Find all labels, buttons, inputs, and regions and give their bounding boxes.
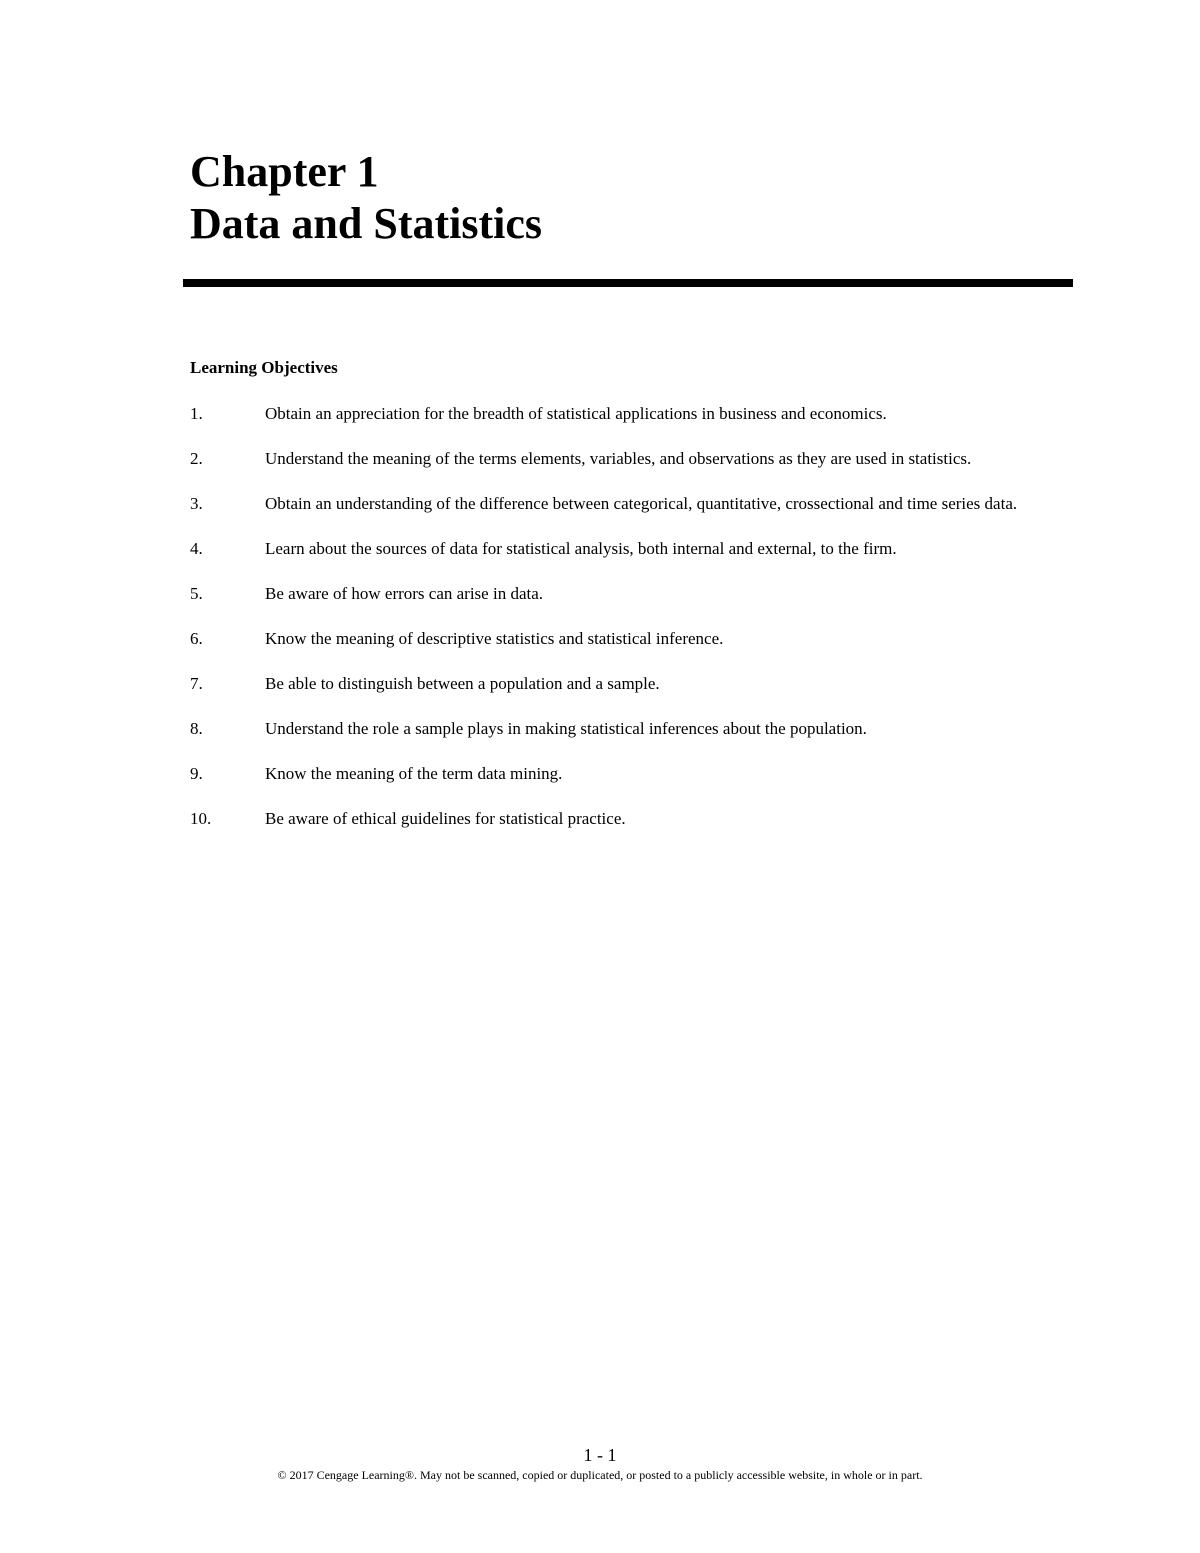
list-item <box>190 717 1060 740</box>
item-number: 9. <box>190 764 203 783</box>
item-number: 4. <box>190 539 203 558</box>
item-number: 8. <box>190 719 203 738</box>
list-item <box>190 807 1060 830</box>
chapter-heading <box>190 146 542 250</box>
item-number: 5. <box>190 584 203 603</box>
list-item <box>190 537 1060 560</box>
list-item <box>190 582 1060 605</box>
learning-objectives-heading: Learning Objectives <box>190 358 338 377</box>
list-item <box>190 627 1060 650</box>
list-item <box>190 447 1060 470</box>
item-number: 1. <box>190 404 203 423</box>
item-text: Be aware of how errors can arise in data. <box>265 584 544 603</box>
list-item <box>190 492 1060 515</box>
list-item <box>190 672 1060 695</box>
item-number: 6. <box>190 629 203 648</box>
item-text: Obtain an appreciation for the breadth of statistical applications in business and economics. <box>265 404 887 423</box>
page-number: 1 - 1 <box>583 1445 617 1465</box>
item-text: Be able to distinguish between a population and a sample. <box>265 674 660 693</box>
item-number: 2. <box>190 449 203 468</box>
item-text: Understand the role a sample plays in making statistical inferences about the population. <box>265 719 867 738</box>
list-item <box>190 762 1060 785</box>
item-number: 10. <box>190 809 212 828</box>
item-text: Know the meaning of the term data mining. <box>265 764 563 783</box>
item-number: 3. <box>190 494 203 513</box>
item-text: Be aware of ethical guidelines for statistical practice. <box>265 809 626 828</box>
item-text: Learn about the sources of data for statistical analysis, both internal and external, to the firm. <box>265 539 897 558</box>
item-text: Obtain an understanding of the difference between categorical, quantitative, crossectional and time series data. <box>265 494 1018 513</box>
chapter-label: Chapter 1 <box>190 147 379 196</box>
copyright-notice: © 2017 Cengage Learning®. May not be scanned, copied or duplicated, or posted to a publicly accessible website, in whole or in part. <box>277 1468 923 1482</box>
learning-objectives-list <box>190 402 1060 852</box>
item-number: 7. <box>190 674 203 693</box>
item-text: Understand the meaning of the terms elements, variables, and observations as they are used in statistics. <box>265 449 972 468</box>
item-text: Know the meaning of descriptive statistics and statistical inference. <box>265 629 724 648</box>
list-item <box>190 402 1060 425</box>
chapter-title: Data and Statistics <box>190 199 543 248</box>
title-divider <box>183 279 1073 287</box>
